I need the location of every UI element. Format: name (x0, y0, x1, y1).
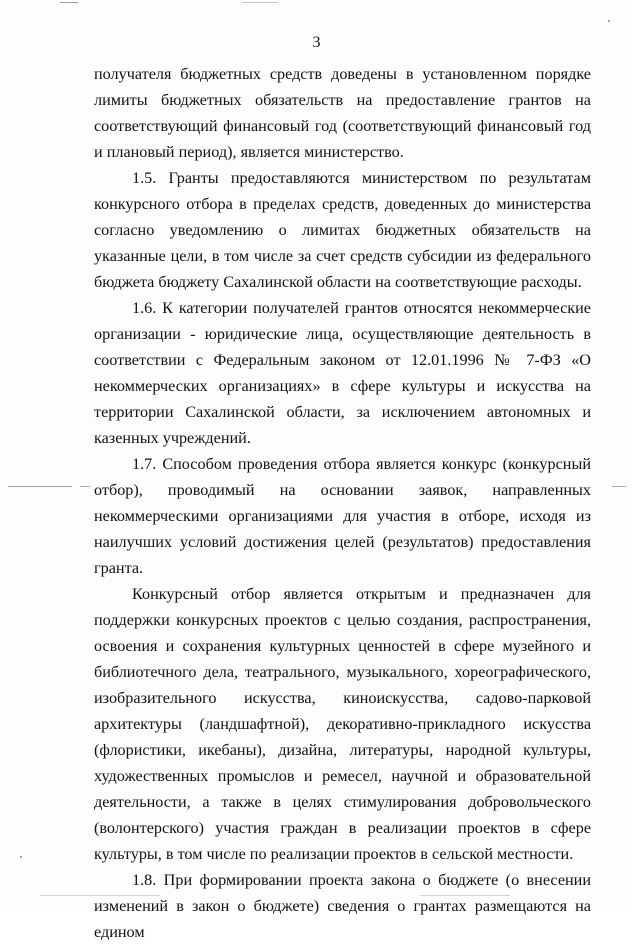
scan-artifact-top-mid (242, 2, 278, 3)
scan-artifact-left-margin (8, 486, 72, 487)
paragraph-1-6: 1.6. К категории получателей грантов относятся некоммерческие организации - юридические лица, осуществляющие деятельность в соответствии с Федеральным законом от 12.01.1996 № 7-ФЗ «О некоммерческих организациях» в сфере культуры и искусства на территории Сахалинской области, за исключением автономных и казенных учреждений. (94, 299, 591, 447)
scan-artifact-top-left (60, 2, 78, 3)
paragraph-1-8: 1.8. При формировании проекта закона о бюджете (о внесении изменений в закон о бюджете) сведения о грантах размещаются на едином (94, 871, 591, 941)
paragraph-continuation: получателя бюджетных средств доведены в установленном порядке лимиты бюджетных обязательств на предоставление грантов на соответствующий финансовый год (соответствующий финансовый год и плановый период), является министерство. (94, 65, 591, 161)
page-number: 3 (312, 34, 321, 51)
scan-dot-right (608, 20, 610, 22)
scan-dot-left (20, 856, 22, 858)
paragraph-1-7: 1.7. Способом проведения отбора является конкурс (конкурсный отбор), проводимый на основании заявок, направленных некоммерческими организациями для участия в отборе, исходя из наилучших условий достижения целей (результатов) предоставления гранта. (94, 455, 591, 577)
scan-artifact-right-margin (612, 486, 626, 487)
scan-artifact-left-margin-2 (80, 486, 90, 487)
document-body (94, 61, 591, 945)
paragraph-contest: Конкурсный отбор является открытым и предназначен для поддержки конкурсных проектов с целью создания, распространения, освоения и сохранения культурных ценностей в сфере музейного и библиотечного дела, театрального, музыкального, хореографического, изобразительного искусства, киноискусства, садово-парковой архитектуры (ландшафтной), декоративно-прикладного искусства (флористики, икебаны), дизайна, литературы, народной культуры, художественных промыслов и ремесел, научной и образовательной деятельности, а также в целях стимулирования добровольческого (волонтерского) участия граждан в реализации проектов в сфере культуры, в том числе по реализации проектов в сельской местности. (94, 585, 591, 863)
paragraph-1-5: 1.5. Гранты предоставляются министерством по результатам конкурсного отбора в пределах средств, доведенных до министерства согласно уведомлению о лимитах бюджетных обязательств на указанные цели, в том числе за счет средств субсидии из федерального бюджета бюджету Сахалинской области на соответствующие расходы. (94, 169, 591, 291)
